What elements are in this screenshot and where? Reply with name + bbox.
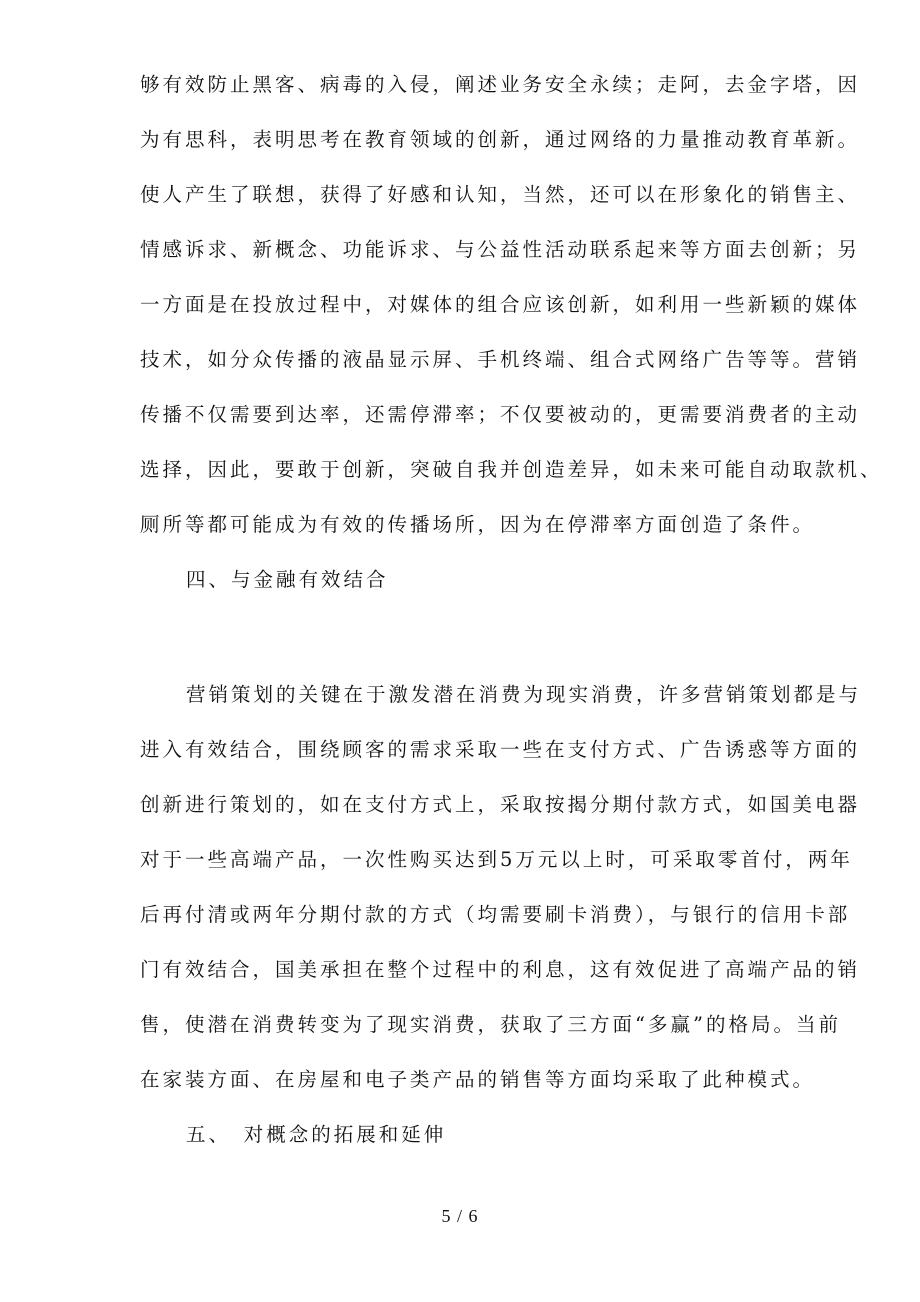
page-number: 5 / 6 [441,1206,479,1226]
paragraph-line: 为有思科，表明思考在教育领域的创新，通过网络的力量推动教育革新。 [140,128,861,151]
paragraph-line: 选择，因此，要敢于创新，突破自我并创造差异，如未来可能自动取款机、 [140,458,883,481]
paragraph-line: 技术，如分众传播的液晶显示屏、手机终端、组合式网络广告等等。营销 [140,348,861,371]
paragraph-line: 情感诉求、新概念、功能诉求、与公益性活动联系起来等方面去创新；另 [140,238,861,261]
paragraph-line: 营销策划的关键在于激发潜在消费为现实消费，许多营销策划都是与 [186,683,862,706]
paragraph-line: 对于一些高端产品，一次性购买达到5万元以上时，可采取零首付，两年 [140,848,853,871]
paragraph-line: 进入有效结合，围绕顾客的需求采取一些在支付方式、广告诱惑等方面的 [140,738,861,761]
paragraph-line: 传播不仅需要到达率，还需停滞率；不仅要被动的，更需要消费者的主动 [140,403,861,426]
paragraph-line: 够有效防止黑客、病毒的入侵，阐述业务安全永续；走阿，去金字塔，因 [140,73,861,96]
paragraph-line: 门有效结合，国美承担在整个过程中的利息，这有效促进了高端产品的销 [140,958,861,981]
paragraph-line: 一方面是在投放过程中，对媒体的组合应该创新，如利用一些新颖的媒体 [140,293,861,316]
paragraph-line: 使人产生了联想，获得了好感和认知，当然，还可以在形象化的销售主、 [140,183,861,206]
paragraph-line: 在家装方面、在房屋和电子类产品的销售等方面均采取了此种模式。 [140,1068,816,1091]
paragraph-line: 厕所等都可能成为有效的传播场所，因为在停滞率方面创造了条件。 [140,513,816,536]
paragraph-line: 后再付清或两年分期付款的方式（均需要刷卡消费），与银行的信用卡部 [140,903,851,926]
paragraph-line: 售，使潜在消费转变为了现实消费，获取了三方面“多赢”的格局。当前 [140,1013,841,1036]
section-heading-5: 五、 对概念的拓展和延伸 [186,1123,447,1146]
section-heading-4: 四、与金融有效结合 [186,568,389,591]
paragraph-line: 创新进行策划的，如在支付方式上，采取按揭分期付款方式，如国美电器 [140,793,861,816]
